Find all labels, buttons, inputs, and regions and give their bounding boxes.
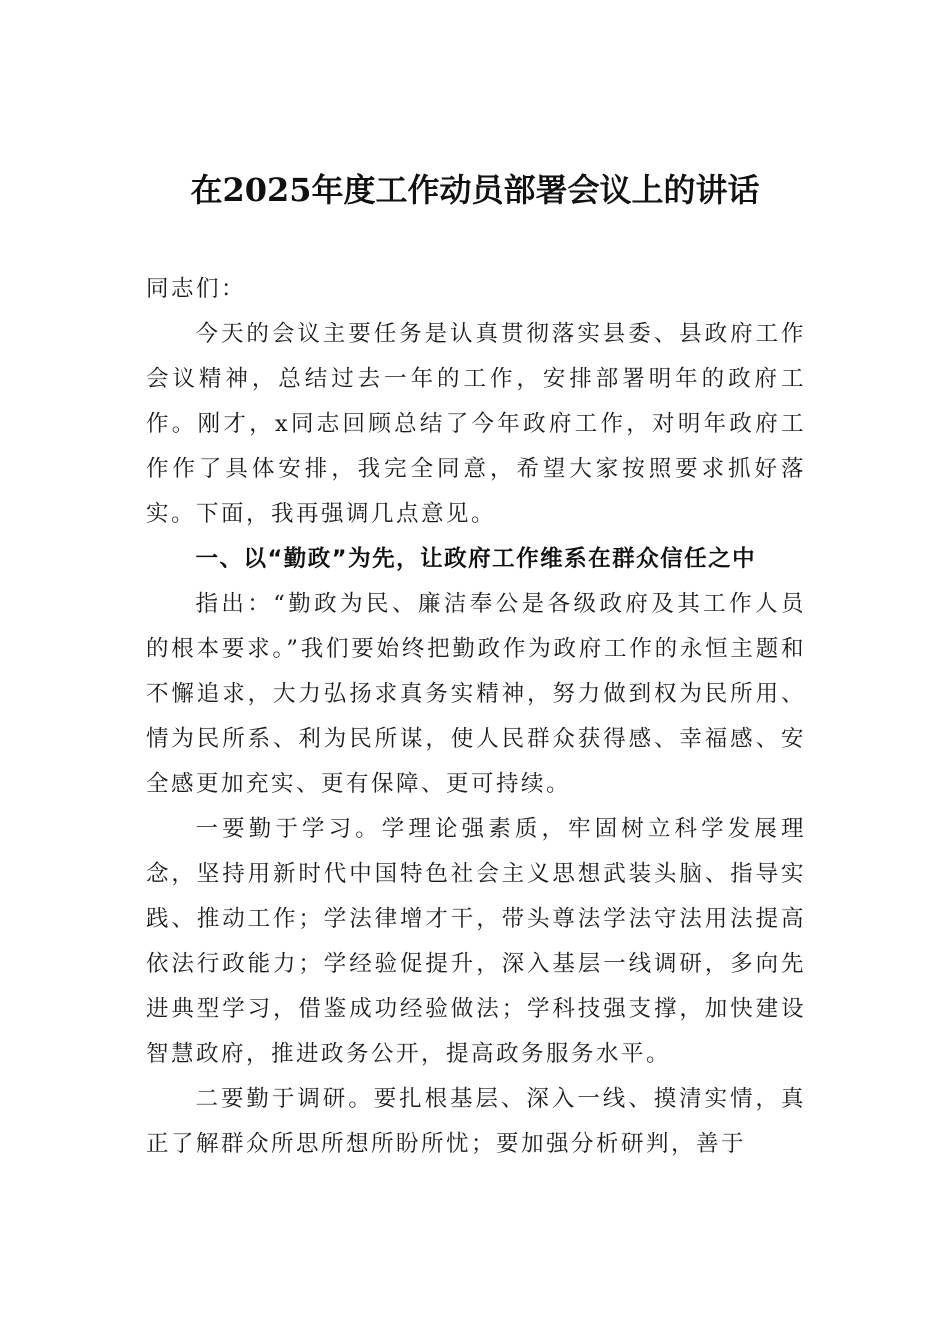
document-body <box>146 267 806 1167</box>
salutation: 同志们： <box>146 276 247 302</box>
intro-paragraph: 今天的会议主要任务是认真贯彻落实县委、县政府工作会议精神，总结过去一年的工作，安排部署明年的政府工作。刚才，x同志回顾总结了今年政府工作，对明年政府工作作了具体安排，我完全同意，希望大家按照要求抓好落实。下面，我再强调几点意见。 <box>146 321 806 527</box>
section-heading-1: 一、以“勤政”为先，让政府工作维系在群众信任之中 <box>195 546 757 572</box>
document-title: 在2025年度工作动员部署会议上的讲话 <box>190 171 760 209</box>
section1-paragraph: 一要勤于学习。学理论强素质，牢固树立科学发展理念，坚持用新时代中国特色社会主义思想武装头脑、指导实践、推动工作；学法律增才干，带头尊法学法守法用法提高依法行政能力；学经验促提升，深入基层一线调研，多向先进典型学习，借鉴成功经验做法；学科技强支撑，加快建设智慧政府，推进政务公开，提高政务服务水平。 <box>146 816 806 1067</box>
section1-paragraph: 二要勤于调研。要扎根基层、深入一线、摸清实情，真正了解群众所思所想所盼所忧；要加强分析研判，善于 <box>146 1086 806 1157</box>
section1-paragraph: 指出：“勤政为民、廉洁奉公是各级政府及其工作人员的根本要求。”我们要始终把勤政作为政府工作的永恒主题和不懈追求，大力弘扬求真务实精神，努力做到权为民所用、情为民所系、利为民所谋，使人民群众获得感、幸福感、安全感更加充实、更有保障、更可持续。 <box>146 591 806 797</box>
